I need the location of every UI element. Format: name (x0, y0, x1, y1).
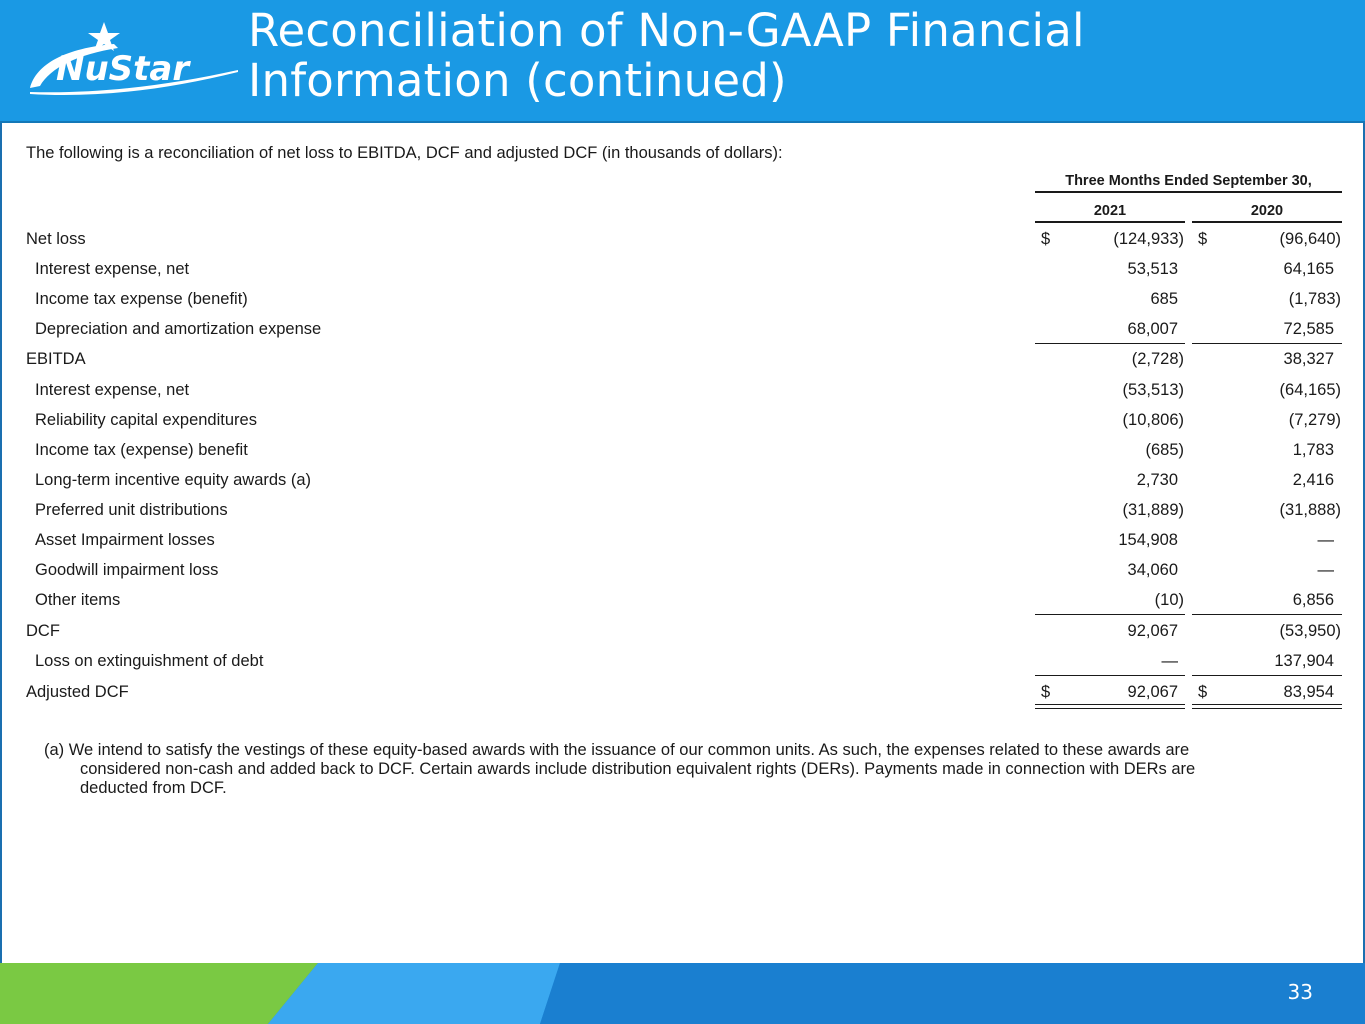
value-2021: 68,007 (1127, 320, 1178, 338)
value-2020: 6,856 (1292, 591, 1334, 609)
value-2021: 154,908 (1118, 531, 1178, 549)
value-2020: — (1317, 531, 1334, 549)
value-2020: 137,904 (1274, 652, 1334, 670)
value-2020: (96,640) (1279, 230, 1341, 248)
total-double-rule (1035, 704, 1185, 709)
value-2021: 685 (1150, 290, 1178, 308)
value-2020: (31,888) (1279, 501, 1341, 519)
table-row-dcf (2, 616, 1365, 646)
table-row (2, 646, 1365, 676)
value-2021: 34,060 (1127, 561, 1178, 579)
value-2021: — (1161, 652, 1178, 670)
value-2020: (7,279) (1288, 411, 1341, 429)
subtotal-rule (1192, 614, 1342, 615)
row-label: Income tax (expense) benefit (35, 441, 248, 459)
year-header-2021: 2021 (1035, 201, 1185, 223)
table-row (2, 405, 1365, 435)
page-title-line-1: Reconciliation of Non-GAAP Financial (248, 4, 1085, 57)
value-2020: 64,165 (1283, 260, 1334, 278)
row-label: Interest expense, net (35, 260, 190, 278)
currency-symbol: $ (1041, 230, 1051, 248)
value-2021: 92,067 (1127, 622, 1178, 640)
row-label: Depreciation and amortization expense (35, 320, 322, 338)
table-row (2, 555, 1365, 585)
table-row (2, 525, 1365, 555)
currency-symbol: $ (1041, 683, 1051, 701)
value-2021: 2,730 (1136, 471, 1178, 489)
nustar-logo (26, 20, 241, 100)
row-label: Loss on extinguishment of debt (35, 652, 264, 670)
table-row-ebitda (2, 344, 1365, 374)
value-2020: 2,416 (1292, 471, 1334, 489)
footnote-line-1: (a) We intend to satisfy the vestings of these equity-based awards with the issuance of our common units. As such, the expenses related to these awards are (44, 741, 1190, 759)
value-2020: — (1317, 561, 1334, 579)
value-2021: 53,513 (1127, 260, 1178, 278)
logo-wordmark: NuStar (56, 49, 190, 89)
table-row (2, 375, 1365, 405)
slide-footer (0, 963, 1365, 1024)
value-2021: 92,067 (1127, 683, 1178, 701)
currency-symbol: $ (1198, 230, 1208, 248)
footnote-line-3: deducted from DCF. (80, 779, 227, 797)
row-label: Preferred unit distributions (35, 501, 228, 519)
footer-stripes (0, 963, 1365, 1024)
value-2020: 83,954 (1283, 683, 1334, 701)
table-row (2, 314, 1365, 344)
row-label: Adjusted DCF (26, 683, 129, 701)
total-double-rule (1192, 704, 1342, 709)
value-2020: 72,585 (1283, 320, 1334, 338)
value-2021: (31,889) (1122, 501, 1184, 519)
value-2021: (685) (1145, 441, 1184, 459)
table-row-net-loss (2, 224, 1365, 254)
period-header: Three Months Ended September 30, (1035, 171, 1342, 193)
value-2021: (10,806) (1122, 411, 1184, 429)
row-label: Other items (35, 591, 121, 609)
subtotal-rule (1192, 675, 1342, 676)
value-2020: (1,783) (1288, 290, 1341, 308)
row-label: Reliability capital expenditures (35, 411, 257, 429)
value-2021: (124,933) (1113, 230, 1184, 248)
table-row (2, 254, 1365, 284)
footnote (44, 741, 1314, 798)
value-2020: (53,950) (1279, 622, 1341, 640)
slide-header (0, 0, 1365, 123)
subtotal-rule (1035, 614, 1185, 615)
year-header-2020: 2020 (1192, 201, 1342, 223)
value-2021: (10) (1154, 591, 1184, 609)
table-row (2, 585, 1365, 615)
table-row-adjusted-dcf (2, 677, 1365, 707)
intro-text: The following is a reconciliation of net loss to EBITDA, DCF and adjusted DCF (in thousands of dollars): (26, 144, 783, 162)
value-2021: (2,728) (1131, 350, 1184, 368)
row-label: Goodwill impairment loss (35, 561, 219, 579)
row-label: Net loss (26, 230, 86, 248)
slide-body (0, 123, 1365, 963)
subtotal-rule (1035, 675, 1185, 676)
row-label: Interest expense, net (35, 381, 190, 399)
value-2021: (53,513) (1122, 381, 1184, 399)
row-label: Asset Impairment losses (35, 531, 215, 549)
footnote-line-2: considered non-cash and added back to DCF. Certain awards include distribution equivalent rights (DERs). Payments made in connection with DERs are (80, 760, 1196, 778)
page-title-line-2: Information (continued) (248, 54, 787, 107)
currency-symbol: $ (1198, 683, 1208, 701)
table-row (2, 465, 1365, 495)
page-number: 33 (1287, 980, 1313, 1004)
row-label: Income tax expense (benefit) (35, 290, 248, 308)
table-row (2, 284, 1365, 314)
value-2020: 1,783 (1292, 441, 1334, 459)
value-2020: (64,165) (1279, 381, 1341, 399)
row-label: Long-term incentive equity awards (a) (35, 471, 312, 489)
table-row (2, 435, 1365, 465)
table-row (2, 495, 1365, 525)
row-label: EBITDA (26, 350, 86, 368)
value-2020: 38,327 (1283, 350, 1334, 368)
row-label: DCF (26, 622, 60, 640)
page-title (248, 6, 1328, 106)
